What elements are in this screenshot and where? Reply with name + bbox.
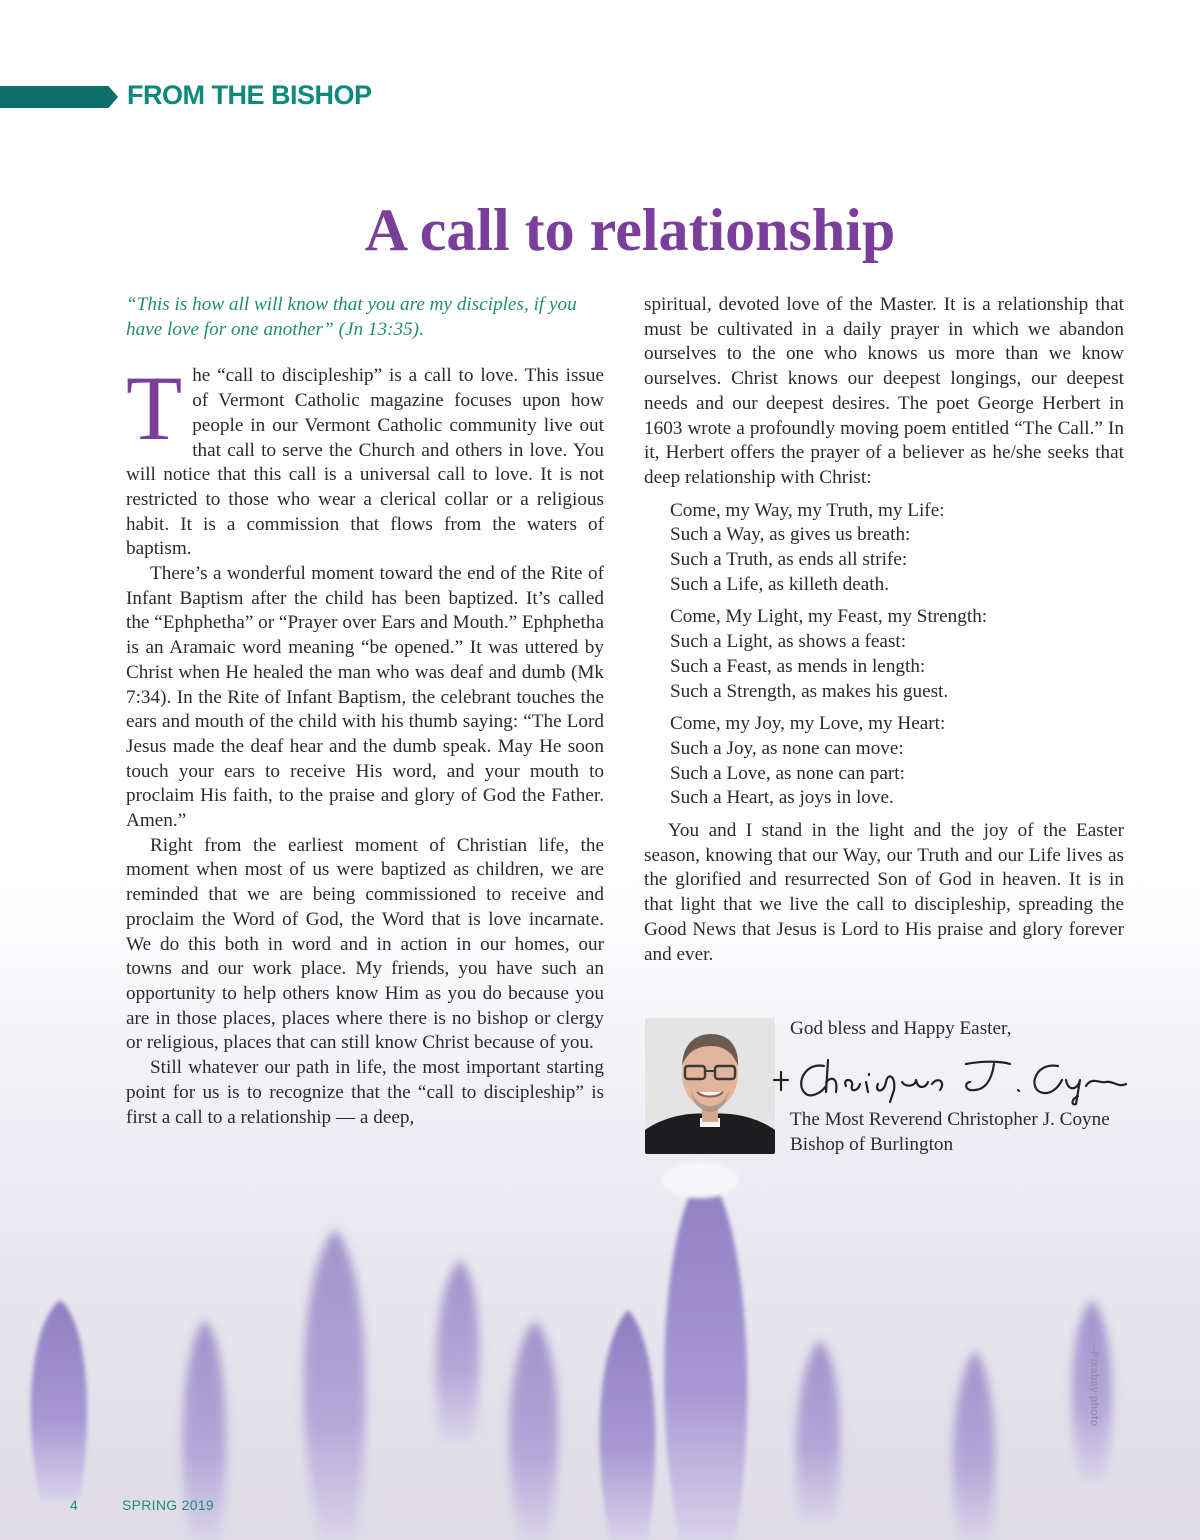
paragraph-1 — [126, 357, 604, 562]
poem-line: Such a Love, as none can part: — [670, 762, 905, 784]
left-column — [126, 293, 604, 1130]
handwritten-signature — [766, 1052, 1136, 1108]
poem-line: Come, my Way, my Truth, my Life: — [670, 499, 945, 521]
paragraph-2: There’s a wonderful moment toward the end of the Rite of Infant Baptism after the child has been baptized. It’s called the “Ephphetha” or “Prayer over Ears and Mouth.” Ephphetha is an Aramaic word meaning “be opened.” It was uttered by Christ when He healed the man who was deaf and dumb (Mk 7:34). In the Rite of Infant Baptism, the celebrant touches the ears and mouth of the child with his thumb saying: “The Lord Jesus made the deaf hear and the dumb speak. May He soon touch your ears to receive His word, and your mouth to proclaim His faith, to the praise and glory of God the Father. Amen.” — [126, 563, 604, 832]
paragraph-6: You and I stand in the light and the joy of the Easter season, knowing that our Way, our Truth and our Life lives as the glorified and resurrected Son of God in heaven. It is in that light that we live the call to discipleship, spreading the Good News that Jesus is Lord to His praise and glory forever and ever. — [644, 820, 1124, 965]
poem-line: Such a Truth, as ends all strife: — [670, 549, 908, 571]
paragraph-3: Right from the earliest moment of Christian life, the moment when most of us were baptized as children, we are reminded that we are being commissioned to receive and proclaim the Word of God, the Word that is love incarnate. We do this both in word and in action in our homes, our towns and our work place. My friends, you have such an opportunity to help others know Him as you do because you are in those places, places where there is no bishop or clergy or religious, places that can still know Christ because of you. — [126, 834, 604, 1054]
paragraph-1-text: he “call to discipleship” is a call to love. This issue of Vermont Catholic magazine focuses upon how people in our Vermont Catholic community live out that call to serve the Church and others in love. You will notice that this call is a universal call to love. It is not restricted to those who wear a clerical collar or a religious habit. It is a commission that flows from the waters of baptism. — [126, 365, 604, 560]
poem-line: Come, My Light, my Feast, my Strength: — [670, 606, 988, 628]
photo-credit: –Pixabay photo — [1088, 1345, 1100, 1427]
poem-stanza-2 — [670, 605, 1124, 704]
poem-line: Come, my Joy, my Love, my Heart: — [670, 713, 946, 735]
poem-line: Such a Life, as killeth death. — [670, 573, 889, 595]
paragraph-4: Still whatever our path in life, the most important starting point for us is to recognize that the “call to discipleship” is first a call to a relationship — a deep, — [126, 1057, 604, 1128]
page-number: 4 — [70, 1497, 78, 1513]
epigraph-quote: “This is how all will know that you are my disciples, if you have love for one another” (Jn 13:35). — [126, 294, 577, 340]
sign-off: God bless and Happy Easter, — [790, 1018, 1012, 1039]
right-column — [644, 293, 1124, 967]
author-title: Bishop of Burlington — [790, 1133, 954, 1155]
section-marker-bar — [0, 86, 118, 108]
poem-line: Such a Joy, as none can move: — [670, 737, 904, 759]
poem-line: Such a Feast, as mends in length: — [670, 655, 926, 677]
issue-label: SPRING 2019 — [122, 1497, 215, 1513]
article-title: A call to relationship — [364, 197, 896, 263]
bishop-portrait — [645, 1018, 775, 1154]
poem-line: Such a Light, as shows a feast: — [670, 631, 907, 653]
poem-line: Such a Heart, as joys in love. — [670, 787, 894, 809]
poem-stanza-1 — [670, 499, 1124, 598]
author-credit — [790, 1108, 1110, 1157]
author-name: The Most Reverend Christopher J. Coyne — [790, 1109, 1110, 1130]
poem-line: Such a Way, as gives us breath: — [670, 524, 911, 546]
poem-line: Such a Strength, as makes his guest. — [670, 680, 949, 702]
drop-cap: T — [126, 357, 183, 460]
poem-stanza-3 — [670, 712, 1124, 811]
paragraph-5: spiritual, devoted love of the Master. It is a relationship that must be cultivated in a daily prayer in which we abandon ourselves to the one who knows us more than we know ourselves. Christ knows our deepest longings, our deepest needs and our deepest desires. The poet George Herbert in 1603 wrote a profoundly moving poem entitled “The Call.” In it, Herbert offers the prayer of a believer as he/she seeks that deep relationship with Christ: — [644, 294, 1124, 488]
section-label: FROM THE BISHOP — [127, 80, 372, 110]
